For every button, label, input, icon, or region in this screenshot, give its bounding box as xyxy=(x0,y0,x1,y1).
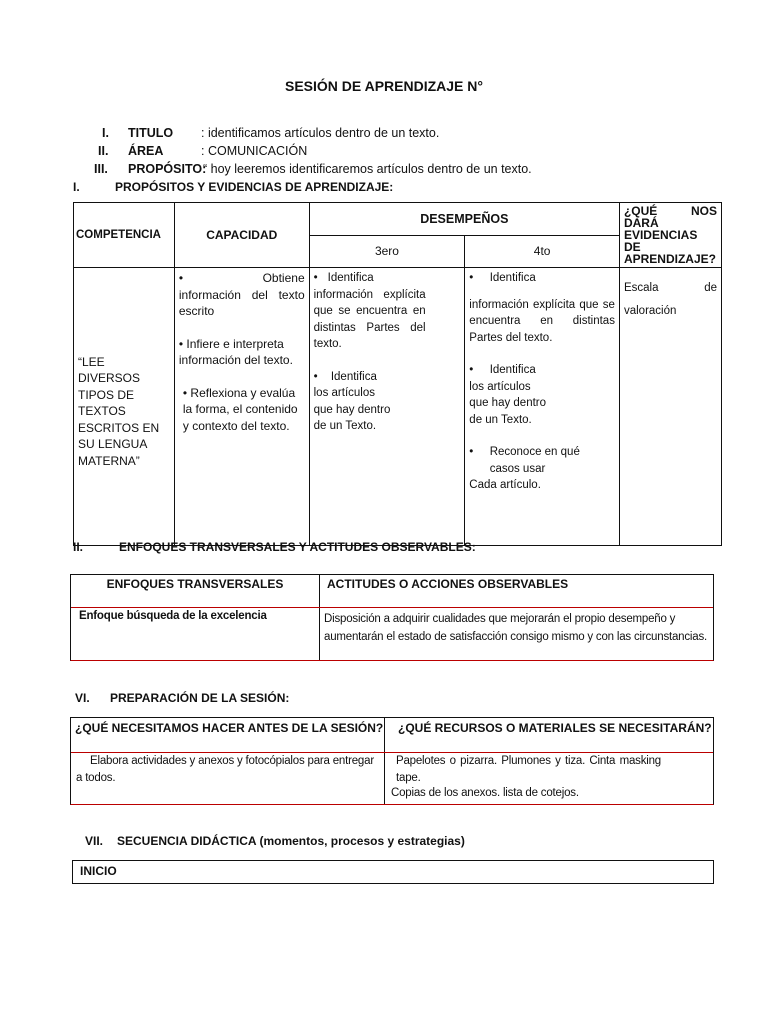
competencia-cell xyxy=(74,268,175,546)
capacidad-cell xyxy=(174,268,309,546)
actitud-text: Disposición a adquirir cualidades que mejorarán el propio desempeño y aumentarán el estado de satisfacción consigo mismo y con las circunstancias. xyxy=(324,613,708,643)
meta-titulo-value: : identificamos artículos dentro de un texto. xyxy=(201,126,440,140)
capacidad-1: Obtiene información del texto escrito xyxy=(178,271,305,318)
antes-text: Elabora actividades y anexos y fotocópialos para entregar a todos. xyxy=(76,755,374,784)
preparacion-table xyxy=(70,717,714,805)
evidencia-line-2: valoración xyxy=(623,304,677,317)
header-capacidad: CAPACIDAD xyxy=(174,203,309,268)
desempeno-3ero-1-body: información explícita que se encuentra en distintas Partes del texto. xyxy=(313,288,426,350)
enfoques-table xyxy=(70,574,714,661)
header-antes: ¿QUÉ NECESITAMOS HACER ANTES DE LA SESIÓN? xyxy=(75,721,384,735)
capacidad-item xyxy=(179,385,305,435)
desempeno-item xyxy=(314,270,461,287)
section-2-heading: ENFOQUES TRANSVERSALES Y ACTITUDES OBSERVABLES: xyxy=(119,540,476,554)
inicio-label: INICIO xyxy=(80,864,117,878)
capacidad-item xyxy=(179,336,305,369)
desempeno-item xyxy=(469,270,615,287)
desempeno-4to-1-body: información explícita que se encuentra en distintas Partes del texto. xyxy=(469,298,615,344)
capacidad-item xyxy=(179,270,305,320)
bullet-icon: • xyxy=(469,272,474,284)
header-recursos: ¿QUÉ RECURSOS O MATERIALES SE NECESITARÁN? xyxy=(398,721,712,735)
section-6-num: VI. xyxy=(75,691,90,705)
section-7-num: VII. xyxy=(85,834,104,848)
recursos-text-2: Copias de los anexos. lista de cotejos. xyxy=(391,787,579,799)
bullet-icon: • xyxy=(182,385,191,400)
bullet-icon: • xyxy=(469,446,474,458)
meta-proposito-num: III. xyxy=(94,162,108,176)
desempeno-4to-2-verb: Identifica xyxy=(489,364,536,376)
desempeno-4to-3-body: Cada artículo. xyxy=(469,479,541,491)
meta-area-num: II. xyxy=(98,144,109,158)
bullet-icon: • xyxy=(313,370,318,383)
enfoque-text: Enfoque búsqueda de la excelencia xyxy=(79,610,267,622)
meta-titulo-label: TITULO xyxy=(128,126,174,140)
desempeno-4to-2-body: los artículos que hay dentro de un Texto. xyxy=(469,380,547,426)
desempeno-4to-1-text xyxy=(469,297,615,347)
evidencias-cell xyxy=(619,268,721,546)
desempeno-3ero-1-verb: Identifica xyxy=(327,272,374,284)
desempeno-4to-3-verb: Reconoce en qué casos usar xyxy=(489,446,580,475)
page-title: SESIÓN DE APRENDIZAJE N° xyxy=(284,78,483,94)
meta-proposito-value: “ hoy leeremos identificaremos artículos dentro de un texto. xyxy=(203,162,532,176)
desempeno-item xyxy=(314,369,461,386)
header-actitudes: ACTITUDES O ACCIONES OBSERVABLES xyxy=(327,577,569,591)
meta-area-label: ÁREA xyxy=(128,144,164,158)
recursos-text-1: Papelotes o pizarra. Plumones y tiza. Cinta masking tape. xyxy=(396,755,661,784)
desempeno-item xyxy=(469,444,615,477)
header-enfoques: ENFOQUES TRANSVERSALES xyxy=(106,577,284,591)
capacidad-2: Infiere e interpreta información del texto. xyxy=(178,336,293,367)
bullet-icon: • xyxy=(469,364,474,376)
meta-proposito-label: PROPÓSITO: xyxy=(128,162,207,176)
bullet-icon: • xyxy=(178,271,263,285)
header-competencia: COMPETENCIA xyxy=(74,203,175,268)
meta-area-value: : COMUNICACIÓN xyxy=(201,144,308,158)
secuencia-table xyxy=(72,860,714,884)
column-divider xyxy=(319,575,320,660)
section-7-heading: SECUENCIA DIDÁCTICA (momentos, procesos y estrategias) xyxy=(117,834,465,848)
header-4to: 4to xyxy=(465,235,620,268)
row-divider xyxy=(71,607,713,608)
propositos-table xyxy=(73,202,722,546)
section-2-num: II. xyxy=(73,540,84,554)
header-evidencias: ¿QUÉ NOS DARÁ EVIDENCIAS DE APRENDIZAJE? xyxy=(619,203,721,268)
desempeno-4to-1-verb: Identifica xyxy=(489,272,536,284)
desempeno-4to-cell xyxy=(465,268,620,546)
section-1-num: I. xyxy=(73,180,80,194)
meta-titulo-num: I. xyxy=(102,126,109,140)
desempeno-4to-3-text xyxy=(469,477,615,494)
desempeno-3ero-2-body: los artículos que hay dentro de un Texto. xyxy=(313,387,391,432)
desempeno-3ero-2-verb: Identifica xyxy=(330,370,377,383)
column-divider xyxy=(384,718,385,804)
section-6-heading: PREPARACIÓN DE LA SESIÓN: xyxy=(110,691,290,705)
section-1-heading: PROPÓSITOS Y EVIDENCIAS DE APRENDIZAJE: xyxy=(115,180,394,194)
desempeno-3ero-2-text xyxy=(314,385,394,435)
bullet-icon: • xyxy=(313,272,318,284)
desempeno-item xyxy=(469,362,615,379)
desempeno-3ero-1-text xyxy=(314,287,426,353)
bullet-icon: • xyxy=(178,336,187,351)
desempeno-4to-2-text xyxy=(469,379,549,429)
competencia-text: “LEE DIVERSOS TIPOS DE TEXTOS ESCRITOS EN SU LENGUA MATERNA” xyxy=(78,354,160,468)
header-desempenos: DESEMPEÑOS xyxy=(309,203,619,236)
capacidad-3: Reflexiona y evalúa la forma, el contenido y contexto del texto. xyxy=(182,385,298,433)
header-3ero: 3ero xyxy=(309,235,465,268)
evidencia-line-1: Escala de xyxy=(623,282,717,294)
desempeno-3ero-cell xyxy=(309,268,465,546)
